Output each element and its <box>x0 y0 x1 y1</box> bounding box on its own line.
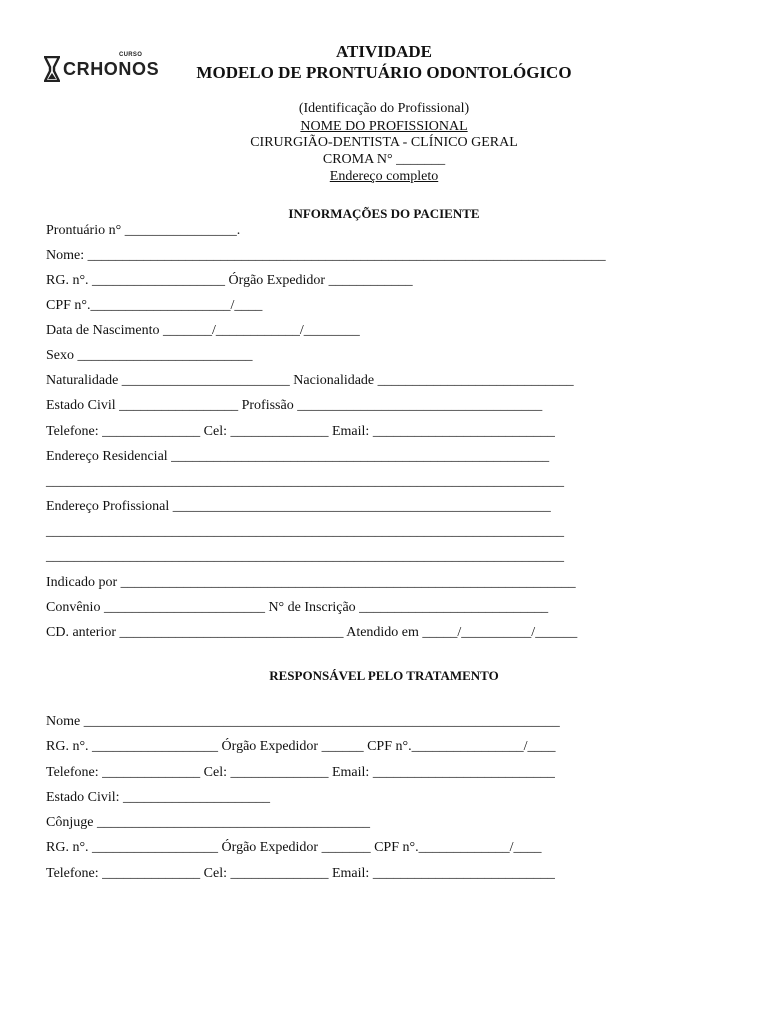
field-prontuario[interactable]: Prontuário n° ________________. <box>46 223 241 238</box>
field-cpf[interactable]: CPF n°.____________________/____ <box>46 298 263 313</box>
field-telefone[interactable]: Telefone: ______________ Cel: ______________ Email: __________________________ <box>46 424 555 439</box>
field-data-nascimento[interactable]: Data de Nascimento _______/____________/________ <box>46 323 360 338</box>
hourglass-icon <box>44 56 60 82</box>
field-nome[interactable]: Nome: __________________________________________________________________________ <box>46 248 606 263</box>
page-title: ATIVIDADE <box>335 42 433 61</box>
field-indicado-por[interactable]: Indicado por _________________________________________________________________ <box>46 575 576 590</box>
logo-small-text: CURSO <box>119 52 143 58</box>
resp-field-rg[interactable]: RG. n°. __________________ Órgão Expedidor ______ CPF n°.________________/____ <box>46 739 556 754</box>
professional-specialty: CIRURGIÃO-DENTISTA - CLÍNICO GERAL <box>250 135 518 150</box>
field-endereco-residencial-cont[interactable]: __________________________________________________________________________ <box>46 474 564 489</box>
resp-field-telefone[interactable]: Telefone: ______________ Cel: ______________ Email: __________________________ <box>46 765 555 780</box>
field-estado-civil[interactable]: Estado Civil _________________ Profissão ___________________________________ <box>46 398 543 413</box>
resp-field-conjuge[interactable]: Cônjuge _______________________________________ <box>46 815 370 830</box>
resp-field-conjuge-telefone[interactable]: Telefone: ______________ Cel: ______________ Email: __________________________ <box>46 866 555 881</box>
field-cd-anterior[interactable]: CD. anterior ________________________________ Atendido em _____/__________/______ <box>46 625 578 640</box>
professional-address: Endereço completo <box>329 169 439 184</box>
resp-field-conjuge-rg[interactable]: RG. n°. __________________ Órgão Expedidor _______ CPF n°._____________/____ <box>46 840 542 855</box>
patient-section-heading: INFORMAÇÕES DO PACIENTE <box>288 206 480 221</box>
field-endereco-profissional-cont2[interactable]: __________________________________________________________________________ <box>46 549 564 564</box>
resp-field-nome[interactable]: Nome ____________________________________________________________________ <box>46 714 560 729</box>
professional-ident-label: (Identificação do Profissional) <box>298 101 470 116</box>
field-rg[interactable]: RG. n°. ___________________ Órgão Expedidor ____________ <box>46 273 413 288</box>
responsible-section-heading: RESPONSÁVEL PELO TRATAMENTO <box>269 668 499 683</box>
field-endereco-residencial[interactable]: Endereço Residencial ______________________________________________________ <box>46 449 550 464</box>
professional-name: NOME DO PROFISSIONAL <box>300 119 468 134</box>
page-subtitle: MODELO DE PRONTUÁRIO ODONTOLÓGICO <box>196 63 572 82</box>
field-naturalidade[interactable]: Naturalidade ________________________ Nacionalidade ____________________________ <box>46 373 574 388</box>
professional-croma: CROMA N° _______ <box>322 152 446 167</box>
field-endereco-profissional[interactable]: Endereço Profissional ______________________________________________________ <box>46 499 551 514</box>
field-convenio[interactable]: Convênio _______________________ N° de Inscrição ___________________________ <box>46 600 549 615</box>
field-sexo[interactable]: Sexo _________________________ <box>46 348 253 363</box>
logo-brand-text: CRHONOS <box>63 59 160 79</box>
field-endereco-profissional-cont[interactable]: __________________________________________________________________________ <box>46 524 564 539</box>
resp-field-estado-civil[interactable]: Estado Civil: _____________________ <box>46 790 270 805</box>
